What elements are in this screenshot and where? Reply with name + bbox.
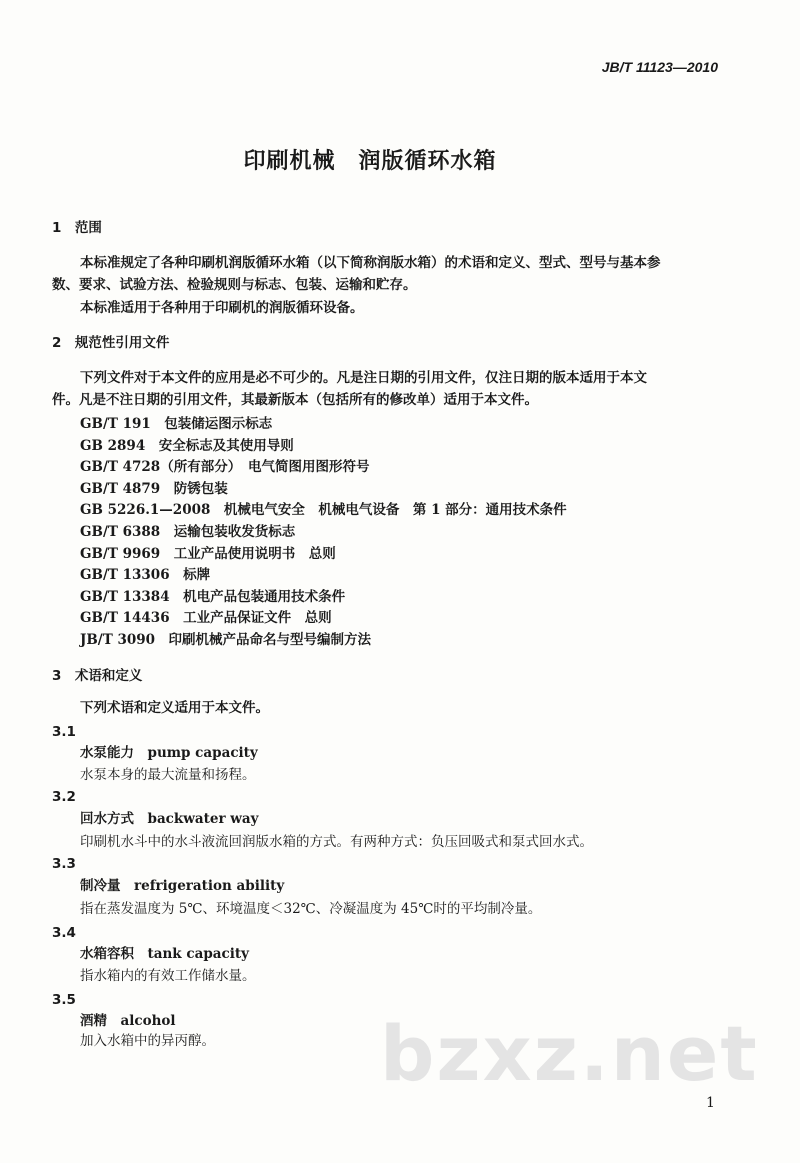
paragraph: 数、要求、试验方法、检验规则与标志、包装、运输和贮存。 [52,277,417,293]
term-name: 水泵能力 pump capacity [80,745,258,761]
term-number: 3.2 [52,789,76,805]
term-definition: 水泵本身的最大流量和扬程。 [80,767,256,783]
section-2-heading: 2 规范性引用文件 [52,335,170,351]
reference-item: GB/T 191 包装储运图示标志 [80,416,273,432]
reference-item: GB/T 13384 机电产品包装通用技术条件 [80,589,346,605]
paragraph: 本标准适用于各种用于印刷机的润版循环设备。 [80,300,364,316]
reference-item: GB/T 13306 标牌 [80,567,211,583]
watermark: bzxz.net [380,1009,759,1098]
term-number: 3.4 [52,925,76,941]
document-title: 印刷机械 润版循环水箱 [243,149,497,174]
term-definition: 加入水箱中的异丙醇。 [80,1033,215,1049]
term-definition: 指水箱内的有效工作储水量。 [80,968,256,984]
paragraph: 件。凡是不注日期的引用文件，其最新版本（包括所有的修改单）适用于本文件。 [52,392,538,408]
reference-item: GB/T 14436 工业产品保证文件 总则 [80,610,332,626]
term-name: 回水方式 backwater way [80,811,259,827]
paragraph: 本标准规定了各种印刷机润版循环水箱（以下简称润版水箱）的术语和定义、型式、型号与基本参 [80,255,661,271]
reference-item: GB/T 4879 防锈包装 [80,481,228,497]
term-number: 3.3 [52,856,76,872]
term-definition: 印刷机水斗中的水斗液流回润版水箱的方式。有两种方式：负压回吸式和泵式回水式。 [80,834,593,850]
reference-item: GB 5226.1—2008 机械电气安全 机械电气设备 第 1 部分：通用技术条件 [80,502,567,518]
page-number: 1 [706,1095,715,1111]
reference-item: GB/T 6388 运输包装收发货标志 [80,524,296,540]
reference-item: GB/T 9969 工业产品使用说明书 总则 [80,546,336,562]
term-name: 制冷量 refrigeration ability [80,878,285,894]
term-number: 3.1 [52,724,76,740]
paragraph: 下列文件对于本文件的应用是必不可少的。凡是注日期的引用文件，仅注日期的版本适用于本文 [80,370,647,386]
term-number: 3.5 [52,992,76,1008]
reference-item: GB/T 4728（所有部分） 电气简图用图形符号 [80,459,370,475]
reference-item: JB/T 3090 印刷机械产品命名与型号编制方法 [80,632,372,648]
section-1-heading: 1 范围 [52,220,102,236]
section-3-heading: 3 术语和定义 [52,668,143,684]
term-definition: 指在蒸发温度为 5℃、环境温度＜32℃、冷凝温度为 45℃时的平均制冷量。 [80,901,542,917]
term-name: 酒精 alcohol [80,1013,176,1029]
reference-item: GB 2894 安全标志及其使用导则 [80,438,294,454]
term-name: 水箱容积 tank capacity [80,946,249,962]
standard-number: JB/T 11123—2010 [601,59,718,75]
paragraph: 下列术语和定义适用于本文件。 [80,700,269,716]
